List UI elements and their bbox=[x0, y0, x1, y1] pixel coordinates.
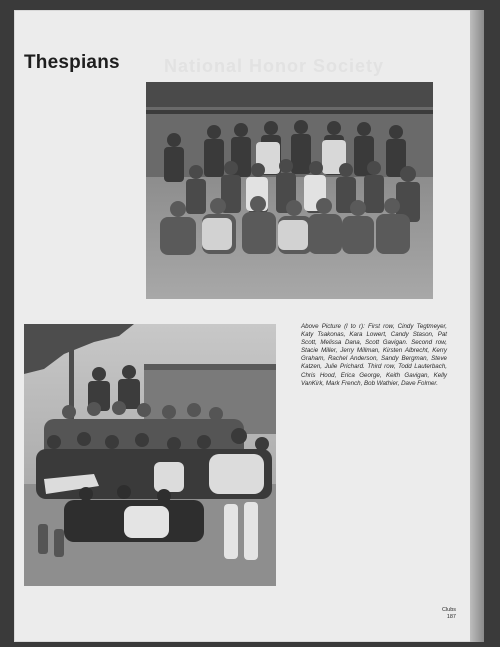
yearbook-page bbox=[14, 10, 484, 642]
folio-page-number: 187 bbox=[446, 613, 456, 620]
bleed-through-heading: National Honor Society bbox=[164, 56, 385, 76]
group-photo-top-image bbox=[146, 82, 433, 299]
group-photo-bottom bbox=[24, 324, 276, 586]
group-photo-bottom-image bbox=[24, 324, 276, 586]
page-folio bbox=[442, 607, 456, 620]
page-title: Thespians bbox=[24, 52, 120, 73]
group-photo-top bbox=[146, 82, 433, 299]
folio-section: Clubs bbox=[441, 607, 456, 613]
photo-caption: Above Picture (l to r): First row, Cindy Tegtmeyer, Katy Tsakonas, Kara Lowert, Candy Stason, Pat Scott, Melissa Dana, Scott Gavigan. Second row, Stacie Miller, Jerry Millman, Kirsten Albrecht, Kerry Graham, Rachel Anderson, Sandy Bergman, Steve Katzen, Julie Prichard. Third row, Todd Lauterbach, Chris Hood, Erica George, Keith Gavigan, Kelly VanKirk, Mark French, Bob Wathier, Dave Folmer. bbox=[301, 323, 447, 387]
page-spine-shadow bbox=[470, 10, 484, 642]
